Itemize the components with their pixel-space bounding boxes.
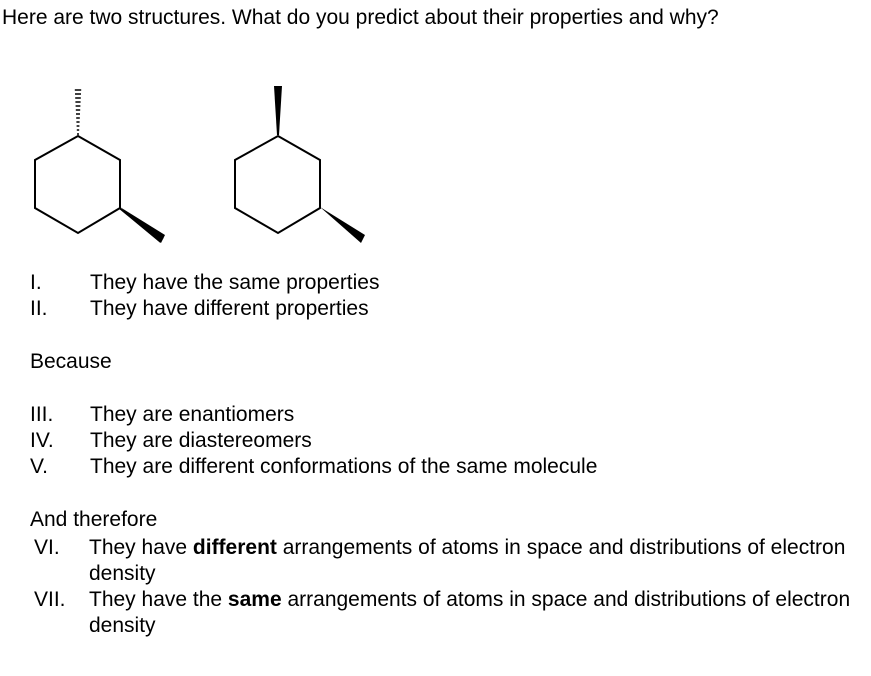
and-therefore-label: And therefore [30, 508, 158, 531]
option-number: I. [30, 271, 42, 294]
option-number: III. [30, 403, 54, 426]
option-number: VI. [34, 536, 60, 559]
options-reasons [30, 402, 730, 480]
list-item[interactable] [30, 296, 530, 322]
option-text: They have different arrangements of atoms in space and distributions of electron density [89, 536, 846, 585]
solid-wedge-up [274, 86, 282, 135]
structures-figure [20, 78, 380, 248]
options-properties [30, 270, 530, 322]
molecule-left [35, 90, 165, 243]
option-number: V. [30, 455, 48, 478]
option-text: They are different conformations of the same molecule [90, 455, 598, 478]
because-label: Because [30, 350, 112, 373]
list-item[interactable] [30, 270, 530, 296]
option-number: VII. [34, 588, 66, 611]
option-text: They are diastereomers [90, 429, 312, 452]
molecule-right [235, 86, 365, 243]
list-item[interactable] [30, 402, 730, 428]
solid-wedge-right [320, 207, 365, 243]
option-text: They have the same properties [90, 271, 380, 294]
option-text: They are enantiomers [90, 403, 295, 426]
option-number: IV. [30, 429, 54, 452]
option-text: They have different properties [90, 297, 369, 320]
question-text: Here are two structures. What do you predict about their properties and why? [2, 6, 719, 29]
option-number: II. [30, 297, 48, 320]
options-conclusions [34, 535, 864, 639]
list-item[interactable] [34, 535, 864, 587]
hashed-wedge [75, 90, 81, 134]
list-item[interactable] [34, 587, 864, 639]
list-item[interactable] [30, 454, 730, 480]
list-item[interactable] [30, 428, 730, 454]
option-text: They have the same arrangements of atoms in space and distributions of electron density [89, 588, 851, 637]
